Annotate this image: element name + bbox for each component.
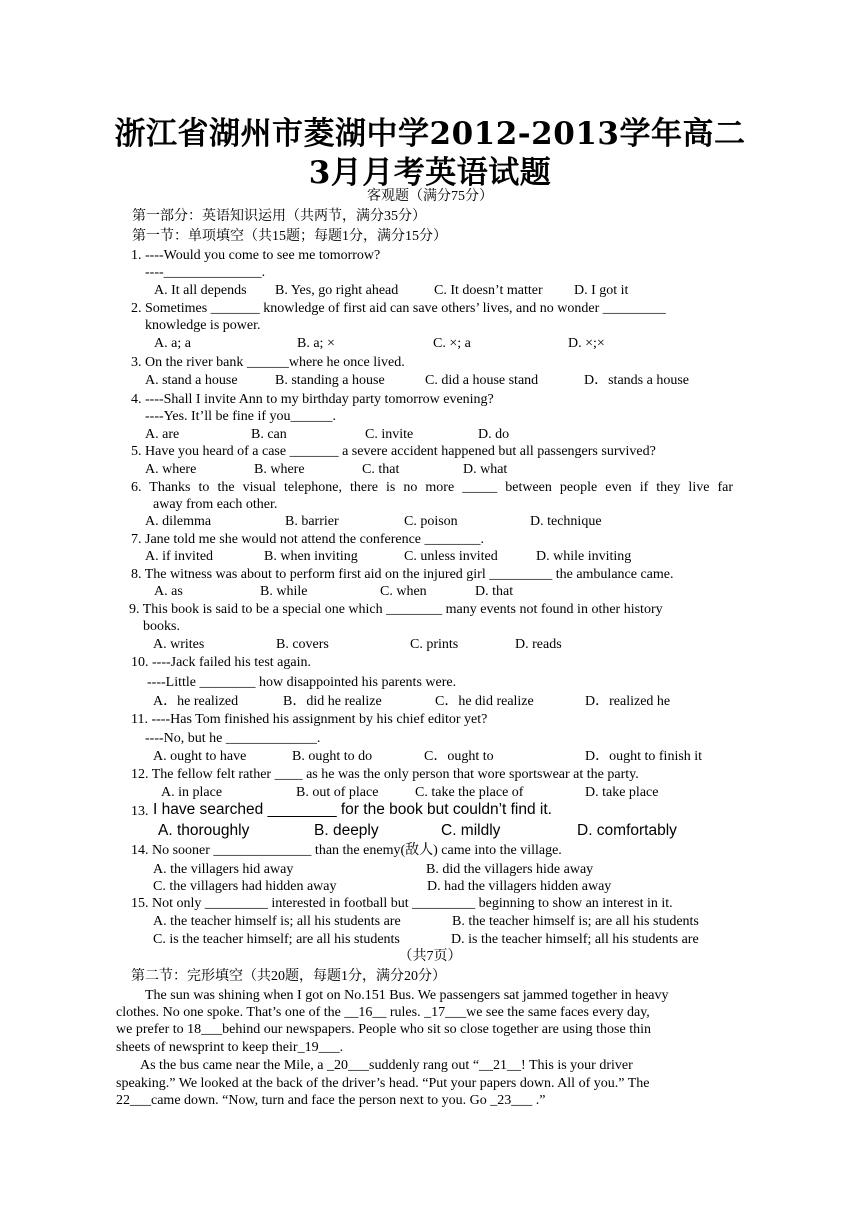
blank-17: _17___ — [424, 1005, 467, 1020]
q4-option-b: B. can — [251, 427, 287, 442]
q11-option-a: A. ought to have — [153, 749, 247, 764]
q11-stem: 11. ----Has Tom finished his assignment by his chief editor yet? — [131, 712, 488, 727]
q14-stem: 14. No sooner ______________ than the enemy(敌人) came into the village. — [131, 843, 562, 858]
cloze-text: As the bus came near the Mile, a — [140, 1058, 327, 1073]
q13-stem: I have searched ________ for the book but couldn’t find it. — [153, 801, 552, 818]
blank-16: __16__ — [344, 1005, 387, 1020]
q6-stem: 6. Thanks to the visual telephone, there is no more _____ between people even if they live far — [131, 480, 733, 495]
q15-option-c: C. is the teacher himself; are all his students — [153, 932, 400, 947]
q3-option-b: B. standing a house — [275, 373, 385, 388]
q10-stem-2: ----Little ________ how disappointed his parents were. — [147, 675, 457, 690]
q12-option-d: D. take place — [585, 785, 659, 800]
q7-stem: 7. Jane told me she would not attend the conference ________. — [131, 532, 485, 547]
cloze-text: . — [339, 1040, 344, 1055]
q3-option-a: A. stand a house — [145, 373, 238, 388]
q14-option-b: B. did the villagers hide away — [426, 862, 594, 877]
q12-stem: 12. The fellow felt rather ____ as he was the only person that wore sportswear at the party. — [131, 767, 639, 782]
cloze-text: came down. “Now, turn and face the person next to you. Go — [151, 1093, 491, 1108]
section1-heading: 第一节：单项填空（共15题；每题1分，满分15分） — [132, 229, 447, 244]
q12-option-b: B. out of place — [296, 785, 379, 800]
q11-option-d: D．ought to finish it — [585, 749, 703, 764]
q7-option-a: A. if invited — [145, 549, 214, 564]
cloze-p1-line4 — [116, 1039, 343, 1056]
q13-option-b: B. deeply — [314, 822, 379, 839]
cloze-text: we prefer to — [116, 1022, 188, 1037]
blank-22: 22___ — [116, 1093, 151, 1108]
q1-stem: 1. ----Would you come to see me tomorrow? — [131, 248, 381, 263]
q15-stem: 15. Not only _________ interested in football but _________ beginning to show an interest in it. — [131, 896, 673, 911]
cloze-p2-line2: speaking.” We looked at the back of the driver’s head. “Put your papers down. All of you.” The — [116, 1076, 650, 1091]
q3-stem: 3. On the river bank ______where he once lived. — [131, 355, 405, 370]
part1-heading: 第一部分：英语知识运用（共两节，满分35分） — [132, 209, 426, 224]
q14-option-c: C. the villagers had hidden away — [153, 879, 337, 894]
q1-option-d: D. I got it — [574, 283, 629, 298]
q4-stem-2: ----Yes. It’ll be fine if you______. — [145, 409, 337, 424]
q10-option-d: D．realized he — [585, 694, 671, 709]
q6-option-b: B. barrier — [285, 514, 339, 529]
q13-option-c: C. mildly — [441, 822, 501, 839]
q10-option-c: C．he did realize — [435, 694, 534, 709]
q4-option-a: A. are — [145, 427, 180, 442]
q15-option-a: A. the teacher himself is; all his students are — [153, 914, 401, 929]
q8-option-a: A. as — [154, 584, 183, 599]
cloze-text: .” — [532, 1093, 546, 1108]
q1-option-c: C. It doesn’t matter — [434, 283, 543, 298]
cloze-text: clothes. No one spoke. That’s one of the — [116, 1005, 345, 1020]
q5-option-b: B. where — [254, 462, 305, 477]
q14-option-a: A. the villagers hid away — [153, 862, 294, 877]
q6-option-d: D. technique — [530, 514, 602, 529]
cloze-p1-line2 — [116, 1004, 650, 1021]
cloze-text: ! This is your driver — [521, 1058, 633, 1073]
q1-option-a: A. It all depends — [154, 283, 247, 298]
q9-option-b: B. covers — [276, 637, 329, 652]
q3-option-d: D．stands a house — [584, 373, 689, 388]
q7-option-c: C. unless invited — [404, 549, 498, 564]
q11-option-b: B. ought to do — [292, 749, 373, 764]
q14-option-d: D. had the villagers hidden away — [427, 879, 612, 894]
q12-option-a: A. in place — [161, 785, 223, 800]
cloze-p1-line1: The sun was shining when I got on No.151 Bus. We passengers sat jammed together in heavy — [145, 988, 669, 1003]
q15-option-d: D. is the teacher himself; all his students are — [451, 932, 699, 947]
q8-option-c: C. when — [380, 584, 427, 599]
q2-stem-2: knowledge is power. — [145, 318, 261, 333]
q5-option-c: C. that — [362, 462, 400, 477]
q1-option-b: B. Yes, go right ahead — [275, 283, 399, 298]
q4-stem: 4. ----Shall I invite Ann to my birthday party tomorrow evening? — [131, 392, 494, 407]
q12-option-c: C. take the place of — [415, 785, 524, 800]
q11-stem-2: ----No, but he _____________. — [145, 731, 321, 746]
q7-option-b: B. when inviting — [264, 549, 358, 564]
title-line-2: 3月月考英语试题 — [308, 155, 552, 191]
q4-option-c: C. invite — [365, 427, 414, 442]
q2-stem: 2. Sometimes _______ knowledge of first aid can save others’ lives, and no wonder _________ — [131, 301, 666, 316]
q6-option-a: A. dilemma — [145, 514, 212, 529]
cloze-text: behind our newspapers. People who sit so close together are using those thin — [222, 1022, 651, 1037]
q10-option-a: A．he realized — [153, 694, 239, 709]
q13-option-a: A. thoroughly — [158, 822, 250, 839]
q11-option-c: C．ought to — [424, 749, 494, 764]
q4-option-d: D. do — [478, 427, 510, 442]
q6-stem-2: away from each other. — [153, 497, 278, 512]
cloze-p2-line1 — [140, 1057, 633, 1074]
q1-stem-2: ----______________. — [145, 265, 266, 280]
q9-option-a: A. writes — [153, 637, 205, 652]
blank-19: _19___ — [297, 1040, 340, 1055]
q9-stem-2: books. — [143, 619, 180, 634]
q5-stem: 5. Have you heard of a case _______ a severe accident happened but all passengers survived? — [131, 444, 656, 459]
q15-option-b: B. the teacher himself is; are all his students — [452, 914, 699, 929]
q9-option-d: D. reads — [515, 637, 562, 652]
cloze-text: rules. — [386, 1005, 425, 1020]
q2-option-c: C. ×; a — [433, 336, 471, 351]
cloze-text: we see the same faces every day, — [466, 1005, 650, 1020]
q13-number: 13. — [131, 804, 149, 819]
cloze-p1-line3 — [116, 1021, 651, 1038]
q10-stem: 10. ----Jack failed his test again. — [131, 655, 311, 670]
q2-option-a: A. a; a — [154, 336, 191, 351]
q8-option-d: D. that — [475, 584, 514, 599]
section2-heading: 第二节：完形填空（共20题，每题1分，满分20分） — [131, 969, 446, 984]
page-note: （共7页） — [398, 949, 462, 964]
q8-stem: 8. The witness was about to perform first aid on the injured girl _________ the ambulance came. — [131, 567, 674, 582]
cloze-text: sheets of newsprint to keep their — [116, 1040, 298, 1055]
title-line-1: 浙江省湖州市菱湖中学2012-2013学年高二 — [114, 116, 746, 152]
q13-option-d: D. comfortably — [577, 822, 677, 839]
q10-option-b: B．did he realize — [283, 694, 382, 709]
cloze-text: suddenly rang out “ — [369, 1058, 480, 1073]
cloze-p2-line3 — [116, 1092, 546, 1109]
blank-18: 18___ — [187, 1022, 223, 1037]
q9-stem: 9. This book is said to be a special one which ________ many events not found in other history — [129, 602, 663, 617]
q8-option-b: B. while — [260, 584, 308, 599]
q7-option-d: D. while inviting — [536, 549, 632, 564]
q9-option-c: C. prints — [410, 637, 459, 652]
q2-option-d: D. ×;× — [568, 336, 605, 351]
q3-option-c: C. did a house stand — [425, 373, 539, 388]
q5-option-a: A. where — [145, 462, 197, 477]
blank-21: __21__ — [479, 1058, 522, 1073]
subtitle: 客观题（满分75分） — [367, 189, 493, 204]
blank-23: _23___ — [490, 1093, 533, 1108]
blank-20: _20___ — [327, 1058, 369, 1073]
q2-option-b: B. a; × — [297, 336, 335, 351]
q5-option-d: D. what — [463, 462, 508, 477]
q6-option-c: C. poison — [404, 514, 458, 529]
